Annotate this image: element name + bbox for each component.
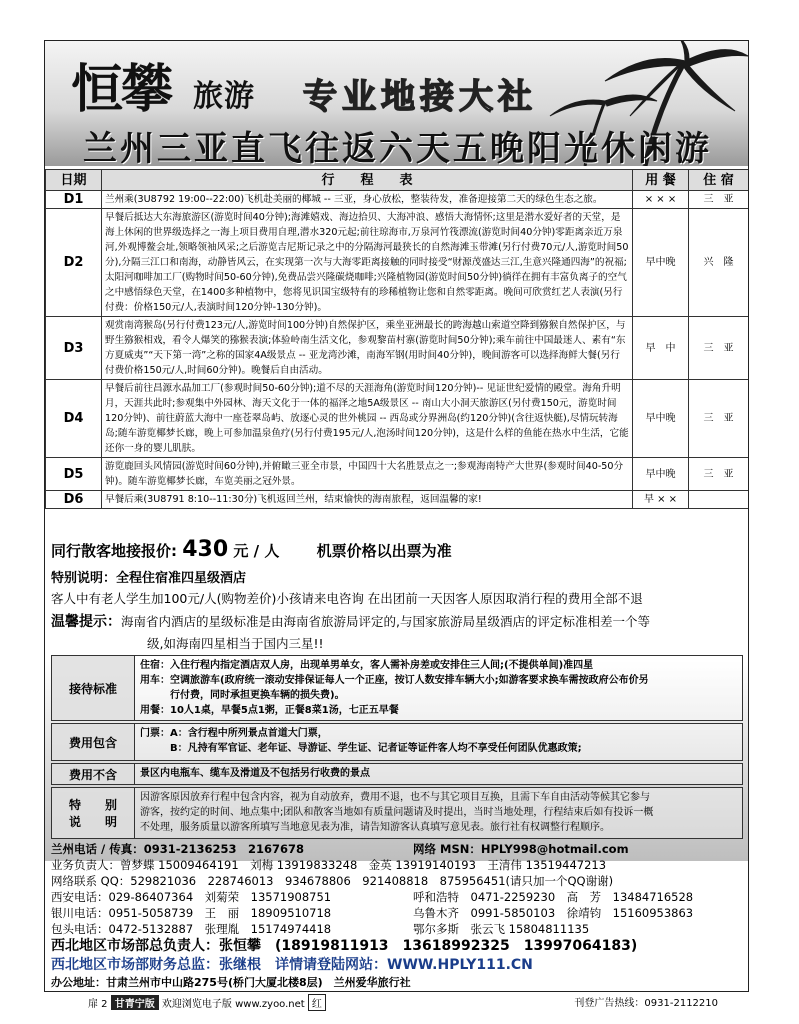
table-row: [46, 317, 749, 380]
day-stay: 兴 隆: [689, 209, 749, 317]
itinerary-table: [45, 169, 749, 509]
list-item: B：凡持有军官证、老年证、导游证、学生证、记者证等证件客人均不享受任何团队优惠政策;: [140, 743, 582, 754]
col-itinerary: 行 程 表: [102, 170, 633, 191]
list-item: 游客，按约定的时间、地点集中;团队和散客当地如有质量问题请及时提出，当时当地处理，行程结束后如有投诉一概: [140, 807, 654, 818]
special-note: 特别说明：全程住宿准四星级酒店: [51, 571, 247, 586]
day-itinerary: 早餐后乘(3U8791 8:10--11:30分)飞机返回兰州，结束愉快的海南旅程，返回温馨的家!: [102, 491, 633, 509]
contact-msn: 网络 MSN：HPLY998@hotmail.com: [413, 842, 629, 856]
contact-reps: 业务负责人：曾梦蝶 15009464191 刘梅 13919833248 金英 13919140193 王清伟 13519447213: [51, 858, 607, 872]
table-row: [46, 191, 749, 209]
day-stay: 三 亚: [689, 380, 749, 458]
contact-baotou: 包头电话：0472-5132887 张理胤 15174974418: [51, 922, 332, 936]
table-row: [46, 458, 749, 491]
day-meals: 早 × ×: [633, 491, 689, 509]
contact-hohhot: 呼和浩特 0471-2259230 高 芳 13484716528: [413, 890, 694, 904]
day-stay: [689, 491, 749, 509]
standards-box: [51, 655, 743, 721]
special-notes-label-1: 特 别: [68, 798, 117, 812]
welcome-text[interactable]: 欢迎浏览电子版 www.zyoo.net: [161, 999, 305, 1010]
day-label: D1: [46, 191, 102, 209]
included-content: [140, 726, 738, 756]
excluded-label: 费用不含: [52, 764, 135, 784]
day-itinerary: 早餐后抵达大东海旅游区(游览时间40分钟);海滩嬉戏、海边拾贝、大海冲浪、感悟大海情怀;这里是潜水爱好者的天堂，是海上休闲的世界级选择之一海上项目费用自理,潜水320元起;前往琼海市,万泉河竹筏漂流(游览时间40分钟)零距离亲近万泉河,外观博鳌会址,领略领袖风采;之后游览吉尼斯记录之中的分隔海河最狭长的自然海滩玉带滩(另行付费70元/人,游览时间50分),分隔三江口和南海，动静皆风云，在实现第一次与大海零距离接触的同时接受“财源茂盛达三江,生意兴隆通四海”的祝福;太阳河咖啡加工厂(购物时间50-60分钟),免费品尝兴隆碳烧咖啡;兴隆植物园(游览时间50分钟)徜徉在拥有丰富负离子的空气之中感悟绿色天堂，在1400多种植物中，您将见识国宝级特有的珍稀植物让您和自然零距离。晚间可欣赏红艺人表演(另行付费：价格150元/人,表演时间120分钟-130分钟)。: [102, 209, 633, 317]
col-date: 日期: [46, 170, 102, 191]
contact-urumqi: 乌鲁木齐 0991-5850103 徐靖钧 15160953863: [413, 906, 694, 920]
slogan: 专业地接大社: [303, 77, 537, 117]
price-line: [51, 537, 452, 562]
price-amount: 430: [182, 537, 229, 562]
surcharge-note: 客人中有老人学生加100元/人(购物差价)小孩请来电咨询 在出团前一天因客人原因取消行程的费用全部不退: [51, 591, 643, 606]
included-box: [51, 723, 743, 761]
list-item: 景区内电瓶车、缆车及滑道及不包括另行收费的景点: [140, 768, 370, 779]
day-meals: 早中晚: [633, 458, 689, 491]
table-row: [46, 209, 749, 317]
day-itinerary: 兰州乘(3U8792 19:00--22:00)飞机赴美丽的椰城 -- 三亚，身心放松，整装待发，准备迎接第二天的绿色生态之旅。: [102, 191, 633, 209]
contact-ordos: 鄂尔多斯 张云飞 15804811135: [413, 922, 590, 936]
day-label: D4: [46, 380, 102, 458]
website-link[interactable]: 西北地区市场部财务总监：张继根 详情请登陆网站：WWW.HPLY111.CN: [51, 957, 533, 973]
contact-phone: 兰州电话 / 传真：0931-2136253 2167678: [51, 842, 305, 856]
ad-hotline: 刊登广告热线：0931-2112210: [574, 998, 718, 1009]
day-meals: 早中晚: [633, 380, 689, 458]
day-itinerary: 观赏南湾猴岛(另行付费123元/人,游览时间100分钟)自然保护区，乘坐亚洲最长的跨海越山索道空降到猕猴自然保护区，与野生猕猴相戏，看令人爆笑的猕猴表演;体验岭南生活文化，参观黎苗村寨(游览时间50分钟);乘车前往中国最迷人、素有“东方夏威夷”“天下第一湾”之称的国家4A级景点 -- 亚龙湾沙滩，南海军钢(用时间40分钟)，晚间游客可以选择海鲜大餐(另行付费价格150元/人,时间60分钟)。晚餐后自由活动。: [102, 317, 633, 380]
list-item: 用餐：10人1桌，早餐5点1粥，正餐8菜1汤，七正五早餐: [140, 705, 399, 716]
included-label: 费用包含: [52, 724, 135, 760]
table-row: [46, 380, 749, 458]
contact-xian: 西安电话：029-86407364 刘菊荣 13571908751: [51, 890, 332, 904]
excluded-box: [51, 763, 743, 785]
special-notes-label: [52, 788, 135, 838]
page-number: 扉 2: [88, 999, 108, 1010]
office-address: 办公地址：甘肃兰州市中山路275号(桥门大厦北楼8层) 兰州爱华旅行社: [51, 976, 411, 989]
day-stay: 三 亚: [689, 191, 749, 209]
page-footer: [88, 994, 728, 1011]
hero-banner: [45, 41, 748, 166]
day-meals: 早 中: [633, 317, 689, 380]
list-item: 用车：空调旅游车(政府统一滚动安排保证每人一个正座，按订人数安排车辆大小;如游客要求换车需按政府公布价另: [140, 675, 649, 686]
col-meals: 用 餐: [633, 170, 689, 191]
special-notes-content: [140, 790, 738, 835]
warm-tip: [51, 611, 741, 654]
price-label: 同行散客地接报价:: [51, 542, 177, 560]
list-item: 行付费，同时承担更换车辆的损失费)。: [140, 690, 345, 701]
warm-tip-line2: 级,如海南四星相当于国内三星!!: [147, 636, 324, 651]
day-stay: 三 亚: [689, 458, 749, 491]
table-row: [46, 491, 749, 509]
day-itinerary: 早餐后前往昌源水晶加工厂(参观时间50-60分钟);道不尽的天涯海角(游览时间120分钟)-- 见证世纪爱情的殿堂。海角升明月，天涯共此时;参观集中外园林、海天文化于一体的福泽之地5A级景区 -- 南山大小洞天旅游区(另付费150元，游览时间120分钟)、前往蔚蓝大海中一座苍翠岛屿、放逐心灵的世外桃园 -- 西岛或分界洲岛(约120分钟)(含往返快艇),尽情玩转海岛;随车游览椰梦长廊，晚上可参加温泉鱼疗(另行付费195元/人,泡汤时间120分钟)，这是什么样的鱼能在热水中生活，它能还你一身的婴儿肌肤。: [102, 380, 633, 458]
list-item: 住宿：入住行程内指定酒店双人房，出现单男单女，客人需补房差或安排住三人间;(不提供单间)准四星: [140, 660, 594, 671]
edition-badge: 甘青宁版: [111, 995, 159, 1010]
day-label: D5: [46, 458, 102, 491]
special-notes-box: [51, 787, 743, 839]
list-item: 不处理，服务质量以游客所填写当地意见表为准，请告知游客认真填写意见表。旅行社有权调整行程顺序。: [140, 822, 610, 833]
day-label: D3: [46, 317, 102, 380]
day-stay: 三 亚: [689, 317, 749, 380]
price-unit: 元 / 人: [233, 542, 280, 560]
brand-subtitle: 旅游: [193, 79, 255, 114]
day-label: D2: [46, 209, 102, 317]
list-item: 门票：A：含行程中所列景点首道大门票，: [140, 728, 328, 739]
day-itinerary: 游览鹿回头风情园(游览时间60分钟),并俯瞰三亚全市景，中国四十大名胜景点之一;参观海南特产大世界(参观时间40-50分钟)。随车游览椰梦长廊，车览美丽之冠外景。: [102, 458, 633, 491]
color-mark: 红: [308, 994, 326, 1011]
table-header-row: [46, 170, 749, 191]
standards-label: 接待标准: [52, 656, 135, 720]
tour-headline: 兰州三亚直飞往返六天五晚阳光休闲游: [83, 129, 712, 166]
ticket-note: 机票价格以出票为准: [316, 542, 452, 560]
special-notes-label-2: 说 明: [68, 815, 117, 829]
brand-logo-text: 恒攀: [71, 59, 172, 120]
day-label: D6: [46, 491, 102, 509]
day-meals: × × ×: [633, 191, 689, 209]
warm-tip-line1: 海南省内酒店的星级标准是由海南省旅游局评定的,与国家旅游局星级酒店的评定标准相差一个等: [121, 614, 650, 629]
day-meals: 早中晚: [633, 209, 689, 317]
contact-yinchuan: 银川电话：0951-5058739 王 丽 18909510718: [51, 906, 332, 920]
manager-line: 西北地区市场部总负责人：张恒攀 (18919811913 13618992325 13997064183): [51, 938, 638, 954]
col-stay: 住 宿: [689, 170, 749, 191]
standards-content: [140, 658, 738, 718]
ad-page: [44, 40, 749, 992]
contact-qq: 网络联系 QQ：529821036 228746013 934678806 921408818 875956451(请只加一个QQ谢谢): [51, 874, 614, 888]
list-item: 因游客原因放弃行程中包含内容，视为自动放弃，费用不退，也不与其它项目互换，且需下车自由活动等候其它参与: [140, 792, 650, 803]
warm-tip-label: 温馨提示：: [51, 614, 121, 630]
excluded-content: [140, 766, 738, 781]
